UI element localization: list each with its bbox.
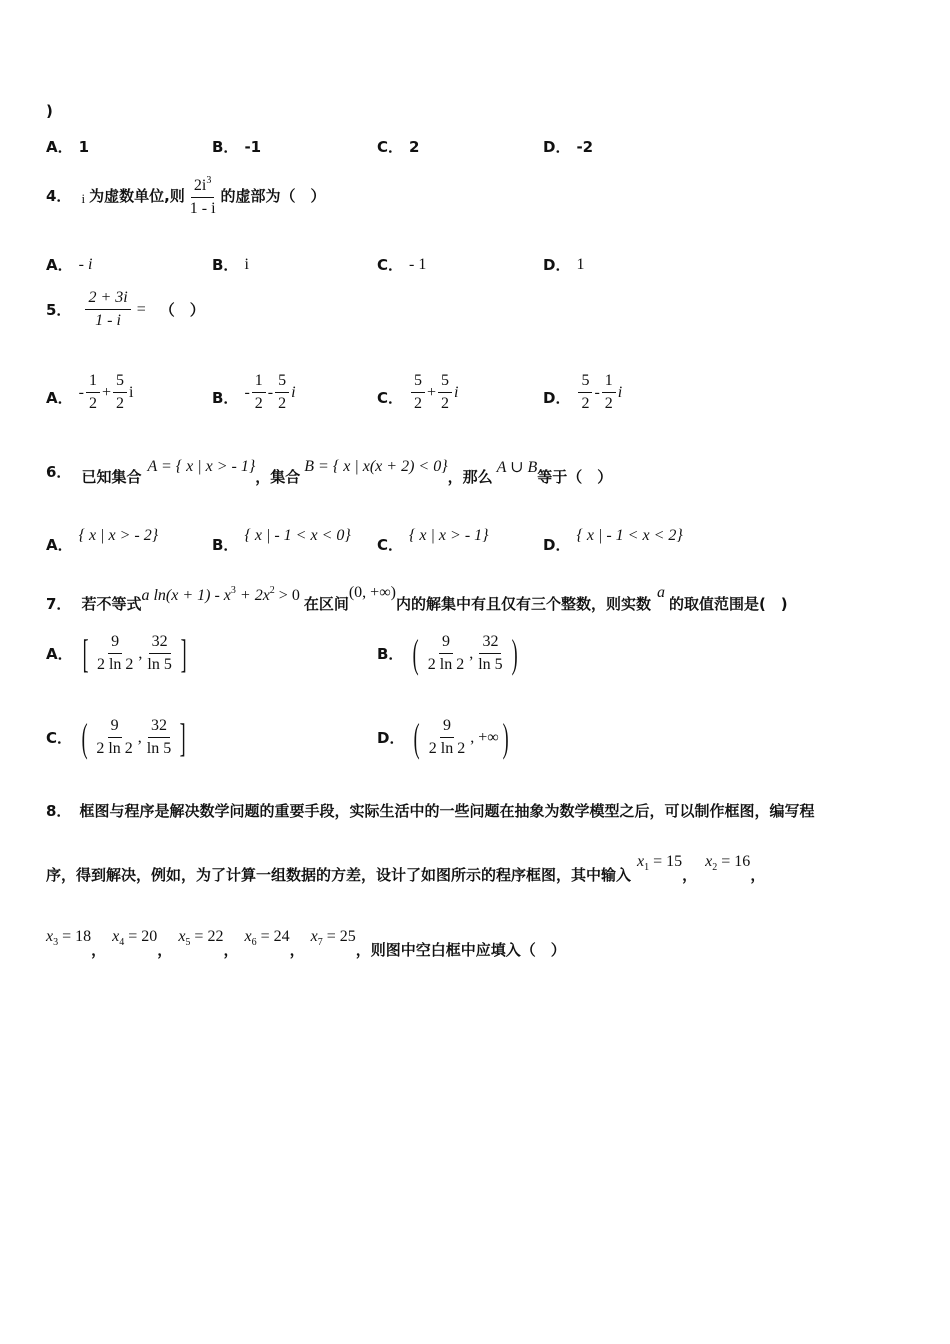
q4-stem <box>46 172 326 218</box>
var: x <box>244 927 252 945</box>
fraction-2 <box>144 633 174 674</box>
var: x <box>310 927 318 945</box>
q3-tail: ) <box>46 102 53 120</box>
var: x <box>112 927 120 945</box>
q3-option-d[interactable] <box>543 136 593 157</box>
imag-unit: i <box>128 383 134 401</box>
q6-text3: ，那么 <box>447 468 493 486</box>
q5-option-a[interactable] <box>46 372 133 413</box>
q3-option-b[interactable] <box>212 136 261 157</box>
right-bracket: ) <box>502 714 509 760</box>
ineq-part: a ln(x + 1) - x <box>141 586 231 604</box>
num: 1 <box>602 372 616 393</box>
q4-option-a[interactable] <box>46 254 92 275</box>
option-label: B． <box>377 645 404 663</box>
sign: - <box>244 383 250 401</box>
q4-text2: 的虚部为（ ） <box>220 186 326 205</box>
q7-option-a[interactable]: A． [ $\frac{9}{2 \ln 2}$ , $\frac{32}{\ln 5}$ ] <box>46 630 187 676</box>
den: 2 <box>88 395 97 412</box>
right-bracket: ] <box>180 630 187 676</box>
sign: - <box>78 383 84 401</box>
var: x <box>46 927 54 945</box>
option-label: A． <box>46 389 73 407</box>
option-value: -2 <box>576 137 594 156</box>
separator: ， <box>750 866 766 884</box>
num: 5 <box>275 372 289 393</box>
num: 9 <box>108 717 122 738</box>
imag-unit: i <box>291 383 296 401</box>
sub: 2 <box>712 861 718 873</box>
inequality <box>141 585 299 605</box>
num: 5 <box>438 372 452 393</box>
den: 2 <box>254 395 263 412</box>
q6-stem <box>46 456 612 487</box>
den: 2 <box>441 395 450 412</box>
q5-option-c[interactable] <box>377 372 459 413</box>
option-value: 2 <box>409 137 420 156</box>
option-value: -1 <box>244 137 262 156</box>
var: x <box>637 852 645 870</box>
num: 5 <box>113 372 127 393</box>
q8-line2 <box>46 850 765 885</box>
val: = 18 <box>58 927 92 945</box>
left-bracket: ( <box>81 714 88 760</box>
question-number: 6． <box>46 463 72 481</box>
q8-line3 <box>46 925 566 960</box>
question-number: 4． <box>46 186 72 205</box>
q7-text2: 在区间 <box>303 595 349 613</box>
option-value: 1 <box>576 255 585 273</box>
fraction-2 <box>144 717 174 758</box>
option-value: { x | x > - 1} <box>409 526 489 544</box>
separator: ， <box>157 941 173 959</box>
option-label: C． <box>46 729 73 747</box>
question-number: 7． <box>46 595 72 613</box>
frac-den: 1 - i <box>189 200 216 217</box>
q8-text-line1: 框图与程序是解决数学问题的重要手段，实际生活中的一些问题在抽象为数学模型之后，可以制作框图，编写程 <box>79 802 815 820</box>
q5-option-b[interactable] <box>212 372 296 413</box>
num: 1 <box>86 372 100 393</box>
equals-sign: = <box>136 300 146 318</box>
den: 2 <box>115 395 124 412</box>
q6-option-d[interactable] <box>543 516 683 555</box>
den: 2 ln 2 <box>428 740 466 757</box>
q8-line1 <box>46 800 814 821</box>
option-label: B． <box>212 138 239 156</box>
sub: 1 <box>644 861 650 873</box>
option-value: - 1 <box>409 255 427 273</box>
num: 32 <box>479 633 501 654</box>
den: 2 ln 2 <box>427 656 465 673</box>
frac-num: 2 + 3i <box>85 289 130 310</box>
option-label: D． <box>543 138 571 156</box>
option-label: C． <box>377 138 404 156</box>
fraction-2 <box>602 372 616 413</box>
q6-text4: 等于（ ） <box>537 468 613 486</box>
imag-unit: i <box>617 383 623 401</box>
input-x2 <box>705 853 750 873</box>
right-bracket: ) <box>511 630 518 676</box>
num: 1 <box>252 372 266 393</box>
operator: - <box>267 383 274 401</box>
question-number: 8． <box>46 802 72 820</box>
q6-option-a[interactable] <box>46 516 158 555</box>
option-label: B． <box>212 389 239 407</box>
q4-text1: 为虚数单位,则 <box>89 186 185 205</box>
q6-text1: 已知集合 <box>81 468 142 486</box>
val: = 20 <box>124 927 158 945</box>
option-label: D． <box>377 729 405 747</box>
num: 9 <box>108 633 122 654</box>
q4-fraction <box>187 172 219 218</box>
set-a: A = { x | x > - 1} <box>147 457 256 475</box>
question-number: 5． <box>46 301 72 319</box>
fraction-1 <box>578 372 592 413</box>
input-x3 <box>46 928 91 948</box>
tail: , +∞ <box>470 728 499 746</box>
q4-option-d[interactable] <box>543 254 584 275</box>
option-label: B． <box>212 536 239 554</box>
option-label: A． <box>46 645 73 663</box>
num: 5 <box>411 372 425 393</box>
separator: ， <box>223 941 239 959</box>
fraction-1 <box>94 633 136 674</box>
fraction-1 <box>93 717 135 758</box>
set-b: B = { x | x(x + 2) < 0} <box>304 457 448 475</box>
option-label: D． <box>543 256 571 274</box>
left-bracket: ( <box>414 714 421 760</box>
num: 32 <box>149 633 171 654</box>
right-bracket: ] <box>179 714 186 760</box>
val: = 16 <box>717 852 751 870</box>
q7-option-d[interactable] <box>377 714 512 760</box>
q4-option-c[interactable] <box>377 254 426 275</box>
q7-text4: 的取值范围是( ) <box>668 595 788 613</box>
option-label: C． <box>377 536 404 554</box>
option-value: i <box>244 255 249 273</box>
q8-tail: ，则图中空白框中应填入（ ） <box>355 941 566 959</box>
den: 2 <box>278 395 287 412</box>
sub: 6 <box>251 936 257 948</box>
input-x6 <box>244 928 289 948</box>
den: ln 5 <box>147 656 172 673</box>
num: 9 <box>439 633 453 654</box>
input-x4 <box>112 928 157 948</box>
option-label: A． <box>46 256 73 274</box>
num: 9 <box>440 717 454 738</box>
option-label: C． <box>377 389 404 407</box>
fraction-1 <box>86 372 100 413</box>
q6-option-c[interactable] <box>377 516 489 555</box>
fraction-1 <box>252 372 266 413</box>
option-label: C． <box>377 256 404 274</box>
option-label: A． <box>46 536 73 554</box>
left-bracket: [ <box>82 630 89 676</box>
separator: ， <box>682 866 698 884</box>
answer-paren: （ ） <box>159 301 205 319</box>
q7-text3: 内的解集中有且仅有三个整数，则实数 <box>395 595 651 613</box>
sub: 4 <box>119 936 125 948</box>
q7-stem <box>46 577 788 614</box>
interval: (0, +∞) <box>348 583 396 601</box>
sub: 5 <box>185 936 191 948</box>
den: ln 5 <box>146 740 172 757</box>
q6-option-b[interactable] <box>212 516 351 555</box>
val: = 24 <box>256 927 290 945</box>
val: = 15 <box>649 852 683 870</box>
sub: 3 <box>53 936 59 948</box>
den: 2 ln 2 <box>96 740 133 757</box>
sub: 7 <box>317 936 323 948</box>
q4-option-b[interactable] <box>212 254 249 275</box>
fraction-1 <box>426 717 468 758</box>
den: 2 ln 2 <box>96 656 134 673</box>
den: 2 <box>604 395 613 412</box>
option-value: { x | - 1 < x < 0} <box>244 526 351 544</box>
fraction-1 <box>425 633 467 674</box>
imag-unit: i <box>454 383 459 401</box>
num: 32 <box>148 717 170 738</box>
input-x1 <box>637 853 682 873</box>
option-value: - i <box>78 255 93 273</box>
input-x7 <box>311 928 356 948</box>
frac-exp: 3 <box>206 175 212 186</box>
ineq-part: + 2x <box>235 586 270 604</box>
option-label: D． <box>543 536 571 554</box>
fraction-2 <box>438 372 452 413</box>
fraction-2 <box>275 372 289 413</box>
variable-a: a <box>656 583 665 601</box>
fraction-2 <box>113 372 127 413</box>
q5-fraction <box>85 289 130 330</box>
q3-option-c[interactable] <box>377 136 419 157</box>
frac-den: 1 - i <box>95 312 121 329</box>
q5-stem <box>46 289 205 330</box>
q7-text1: 若不等式 <box>81 595 142 613</box>
ineq-part: > 0 <box>274 586 300 604</box>
left-bracket: ( <box>413 630 420 676</box>
separator: ， <box>289 941 305 959</box>
option-label: A． <box>46 138 73 156</box>
option-value: { x | - 1 < x < 2} <box>576 526 683 544</box>
den: 2 <box>581 395 590 412</box>
fraction-1 <box>411 372 425 413</box>
separator: ， <box>91 941 107 959</box>
val: = 25 <box>322 927 356 945</box>
input-x5 <box>178 928 223 948</box>
imag-unit: i <box>81 191 86 206</box>
option-value: 1 <box>78 137 90 156</box>
q7-option-b[interactable]: B． ( $\frac{9}{2 \ln 2}$ , $\frac{32}{\ln 5}$ ) <box>377 630 518 676</box>
operator: + <box>427 383 437 401</box>
den: ln 5 <box>478 656 503 673</box>
fraction-2 <box>475 633 505 674</box>
den: 2 <box>414 395 423 412</box>
val: = 22 <box>190 927 224 945</box>
q5-option-d[interactable] <box>543 372 622 413</box>
option-value: { x | x > - 2} <box>78 526 159 544</box>
q7-option-c[interactable]: C． ( $\frac{9}{2 \ln 2}$ , $\frac{32}{\ln 5}$ ] <box>46 714 186 760</box>
frac-num: 2i <box>193 177 207 194</box>
q8-text-line2: 序，得到解决，例如，为了计算一组数据的方差，设计了如图所示的程序框图，其中输入 <box>46 866 632 884</box>
operator: - <box>594 383 600 401</box>
option-label: B． <box>212 256 239 274</box>
option-label: D． <box>543 389 571 407</box>
var: x <box>705 852 713 870</box>
ineq-exp: 3 <box>230 584 236 596</box>
q6-text2: ，集合 <box>255 468 301 486</box>
q3-option-a[interactable] <box>46 136 89 157</box>
num: 5 <box>578 372 592 393</box>
var: x <box>178 927 186 945</box>
ineq-exp: 2 <box>269 584 275 596</box>
union-expr: A ∪ B <box>496 458 538 476</box>
operator: + <box>101 383 111 401</box>
